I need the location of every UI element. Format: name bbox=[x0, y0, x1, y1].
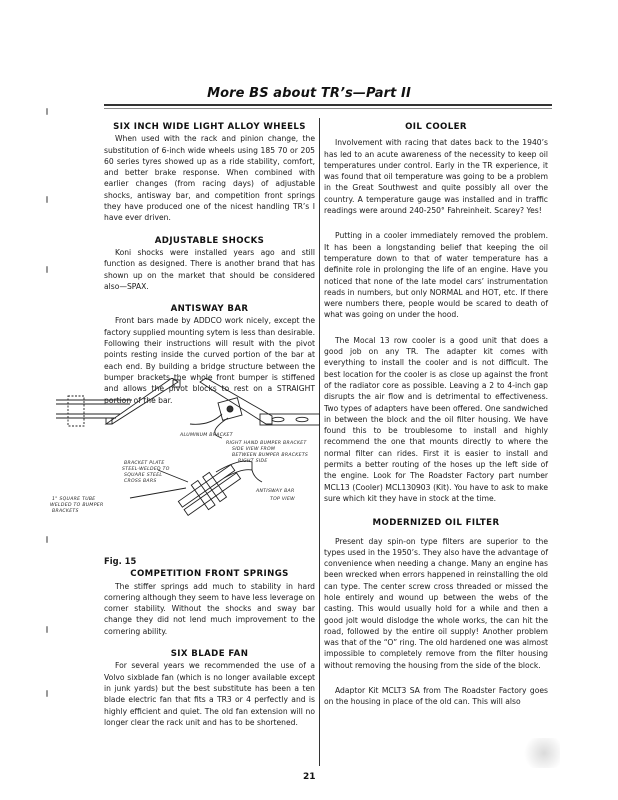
section-paragraph: For several years we recommended the use of a Volvo sixblade fan (which is no longer available except in junk yards) but the best substitute has been a ten blade electric fan that fits a TR3 or 4 perfectly and is highly efficient and quiet. The old fan extension will no longer clear the rack unit and has to be shortened. bbox=[104, 661, 315, 727]
section-heading: COMPETITION FRONT SPRINGS bbox=[130, 569, 289, 580]
section-paragraph: Adaptor Kit MCLT3 SA from The Roadster Factory goes on the housing in place of the old can. This will also bbox=[324, 686, 548, 707]
scan-speck bbox=[46, 536, 48, 543]
label-bracket-plate-1: BRACKET PLATE bbox=[124, 461, 165, 466]
section-heading: ANTISWAY BAR bbox=[170, 304, 249, 315]
section-paragraph: Putting in a cooler immediately removed the problem. It has been a longstanding belief that keeping the oil temperature down to that of water temperature has a definite role in prolonging the life of an engine. Have you noticed that none of the late model cars’ instrumentation reads in numbers, but only NORMAL and HOT, etc. If there were numbers there, people would be scared to death of what was going on under the hood. bbox=[324, 231, 548, 320]
section-heading: SIX BLADE FAN bbox=[170, 649, 249, 660]
scan-smudge bbox=[520, 738, 560, 768]
label-bracket-plate-3: SQUARE STEEL bbox=[124, 473, 163, 478]
scan-speck bbox=[46, 266, 48, 273]
label-bracket-plate-2: STEEL-WELDED TO bbox=[122, 467, 170, 472]
leader-line bbox=[130, 488, 186, 498]
label-bumper-bracket-4: RIGHT SIDE bbox=[238, 459, 268, 464]
cross-bar bbox=[178, 465, 234, 507]
section-front-springs bbox=[104, 569, 315, 637]
page-title: More BS about TR’s—Part II bbox=[207, 86, 411, 101]
label-antisway-2: TOP VIEW bbox=[270, 497, 295, 502]
section-alloy-wheels bbox=[104, 122, 315, 224]
left-column-bottom bbox=[104, 556, 315, 728]
page-number: 21 bbox=[303, 772, 316, 782]
scan-speck bbox=[46, 108, 48, 115]
scan-speck bbox=[46, 626, 48, 633]
left-bracket bbox=[106, 378, 178, 424]
bracket-slot bbox=[296, 417, 308, 421]
figure-antisway-mount bbox=[40, 378, 320, 518]
leader-line bbox=[252, 470, 262, 482]
section-heading: OIL COOLER bbox=[405, 122, 467, 132]
label-bumper-bracket-3: BETWEEN BUMPER BRACKETS bbox=[232, 453, 309, 458]
section-paragraph: When used with the rack and pinion change, the substitution of 6-inch wide wheels using 185 70 or 205 60 series tyres showed up as a ride stability, comfort, and better brake response. When combined with earlier changes (from racing days) of adjustable shocks, antisway bar, and competition front springs they have produced one of the nicest handling TR’s I have ever driven. bbox=[104, 134, 315, 223]
right-column bbox=[324, 122, 548, 708]
figure-drawing bbox=[40, 378, 320, 518]
leader-line bbox=[190, 414, 222, 424]
label-aluminum-bracket: ALUMINUM BRACKET bbox=[180, 433, 233, 438]
label-bumper-bracket-1: RIGHT HAND BUMPER BRACKET bbox=[226, 441, 307, 446]
label-bumper-bracket-2: SIDE VIEW FROM bbox=[232, 447, 276, 452]
bumper-clamp bbox=[68, 396, 84, 426]
label-square-tube-2: WELDED TO BUMPER bbox=[50, 503, 104, 508]
label-square-tube-3: BRACKETS bbox=[52, 509, 79, 514]
section-paragraph: The Mocal 13 row cooler is a good unit that does a good job on any TR. The adapter kit comes with everything to install the cooler and is not difficult. The best location for the cooler is as close up against the front of the radiator core as possible. Leaving a 2 to 4-inch gap disrupts the air flow and is detrimental to effectiveness. Two types of adapters have been offered. One sandwiched in between the block and the oil filter housing. We have found this to be troublesome to install and highly recommend the one that mounts directly to where the normal filter can rides. First it is easier to install and permits a better routing of the hoses up the left side of the engine. Look for The Roadster Factory part number MCL13 (Cooler) MCL130903 (Kit). You have to ask to make sure which kit they have in stock at the time. bbox=[324, 335, 548, 503]
section-paragraph: Present day spin-on type filters are superior to the types used in the 1950’s. They also have the advantage of convenience when needing a change. Many an engine has been wrecked when errors happened in reinstalling the old can type. The center screw cross threaded or missed the hole entirely and wound up between the webs of the casting. This would usually hold for a while and then a good jolt would dislodge the whole works, the can hit the road, followed by the entire oil supply! Another problem was that of the “O” ring. The old hardened one was almost impossible to completely remove from the filter housing without removing the housing from the side of the block. bbox=[324, 536, 548, 670]
label-square-tube-1: 1" SQUARE TUBE bbox=[52, 497, 96, 502]
title-rule-thin bbox=[104, 108, 552, 109]
section-adjustable-shocks bbox=[104, 236, 315, 292]
right-bracket-arm bbox=[260, 414, 320, 425]
title-rule-thick bbox=[104, 104, 552, 106]
section-heading: MODERNIZED OIL FILTER bbox=[372, 518, 500, 529]
left-column-top bbox=[104, 122, 315, 406]
section-six-blade-fan bbox=[104, 649, 315, 728]
section-heading: ADJUSTABLE SHOCKS bbox=[154, 235, 265, 246]
section-heading: SIX INCH WIDE LIGHT ALLOY WHEELS bbox=[113, 122, 306, 132]
cross-bar bbox=[184, 473, 240, 515]
label-antisway-1: ANTISWAY BAR bbox=[256, 489, 295, 494]
bracket-slot bbox=[272, 417, 284, 421]
figure-caption: Fig. 15 bbox=[104, 556, 137, 566]
section-oil-cooler bbox=[324, 122, 548, 504]
pivot-bolt bbox=[227, 406, 233, 412]
section-paragraph: Involvement with racing that dates back to the 1940’s has led to an acute awareness of the necessity to keep oil temperatures under control. Early in the TR experience, it was found that oil temperature was going to be a problem in the Great Southwest and quite possibly all over the country. A temperature gauge was installed and in traffic readings were around 240-250° Fahreinheit. Scarey? Yes! bbox=[324, 138, 548, 216]
scan-speck bbox=[46, 196, 48, 203]
section-modernized-oil-filter bbox=[324, 518, 548, 707]
section-paragraph: Koni shocks were installed years ago and still function as designed. There is another brand that has shown up on the market that should be considered also—SPAX. bbox=[104, 247, 315, 291]
section-paragraph: The stiffer springs add much to stability in hard cornering although they seem to have less leverage on corner stability. Without the shocks and sway bar change they did not lend much improvement to the cornering ability. bbox=[104, 581, 315, 636]
section-paragraph: Front bars made by ADDCO work nicely, except the factory supplied mounting sytem is less than desirable. Following their instructions will result with the pivot points resting inside the curved portion of the bar at each end. By building a bridge structure between the bumper brackets the whole front bumper is stiffened and allows the pivot blocks to rest on a STRAIGHT portion of the bar. bbox=[104, 316, 316, 405]
scan-speck bbox=[46, 690, 48, 697]
label-bracket-plate-4: CROSS BARS bbox=[124, 479, 157, 484]
